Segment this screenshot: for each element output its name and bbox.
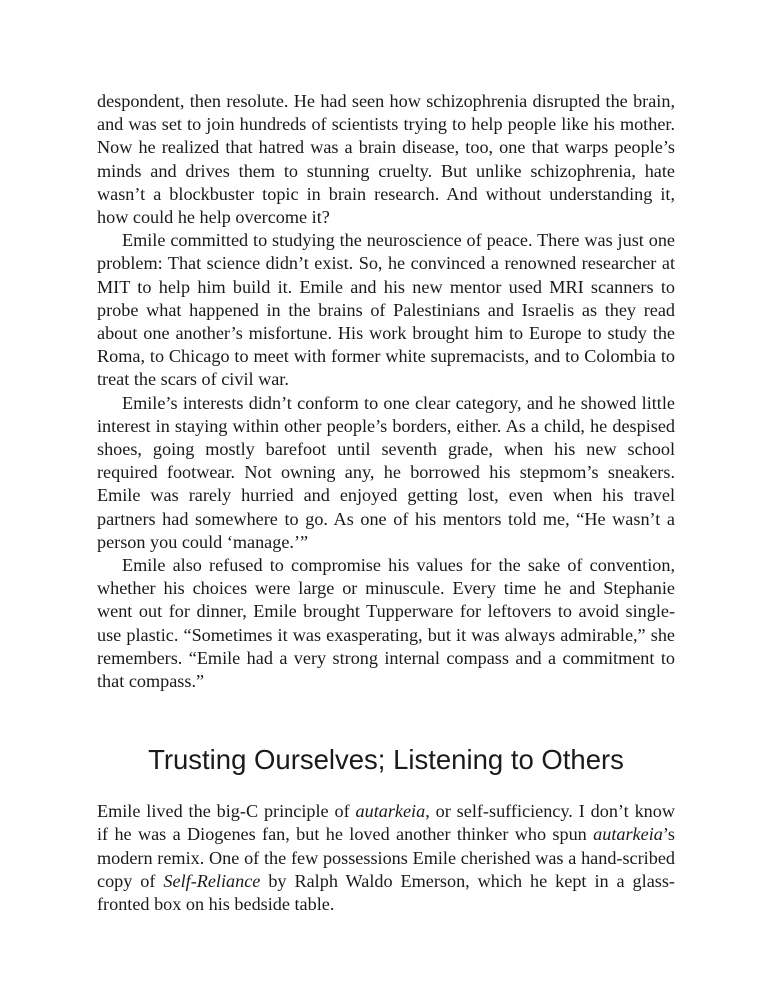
text-run: ’s modern remix. One of the few possessions Emile cherished was a hand-scribed copy of bbox=[97, 824, 675, 891]
book-title: Self-Reliance bbox=[163, 870, 261, 891]
paragraph-3: Emile’s interests didn’t conform to one clear category, and he showed little interest in staying within other people’s borders, either. As a child, he despised shoes, going mostly barefoot until seventh grade, when his new school required footwear. Not owning any, he borrowed his stepmom’s sneakers. Emile was rarely hurried and enjoyed getting lost, even when his travel partners had somewhere to go. As one of his mentors told me, “He wasn’t a person you could ‘manage.’” bbox=[97, 392, 675, 552]
text-run: by Ralph Waldo Emerson, which he kept in a glass-fronted box on his bedside table. bbox=[97, 870, 675, 915]
text-run: , or self-sufficiency. I don’t know if he was a Diogenes fan, but he loved another thinker who spun bbox=[97, 801, 675, 845]
paragraph-2: Emile committed to studying the neuroscience of peace. There was just one problem: That science didn’t exist. So, he convinced a renowned researcher at MIT to help him build it. Emile and his new mentor used MRI scanners to probe what happened in the brains of Palestinians and Israelis as they read about one another’s misfortune. His work brought him to Europe to study the Roma, to Chicago to meet with former white supremacists, and to Colombia to treat the scars of civil war. bbox=[97, 230, 675, 390]
italic-term: autarkeia bbox=[355, 801, 426, 822]
paragraph-1: despondent, then resolute. He had seen how schizophrenia disrupted the brain, and was set to join hundreds of scientists trying to help people like his mother. Now he realized that hatred was a brain disease, too, one that warps people’s minds and drives them to stunning cruelty. But unlike schizophrenia, hate wasn’t a blockbuster topic in brain research. And without understanding it, how could he help overcome it? bbox=[97, 91, 675, 228]
paragraph-4: Emile also refused to compromise his values for the sake of convention, whether his choices were large or minuscule. Every time he and Stephanie went out for dinner, Emile brought Tupperware for leftovers to avoid single-use plastic. “Sometimes it was exasperating, but it was always admirable,” she remembers. “Emile had a very strong internal compass and a commitment to that compass.” bbox=[97, 555, 675, 692]
page-text bbox=[97, 90, 675, 916]
section-heading: Trusting Ourselves; Listening to Others bbox=[148, 744, 624, 776]
section-paragraph-1 bbox=[97, 800, 675, 916]
text-run: Emile lived the big-C principle of bbox=[97, 801, 356, 822]
italic-term: autarkeia bbox=[593, 824, 663, 845]
